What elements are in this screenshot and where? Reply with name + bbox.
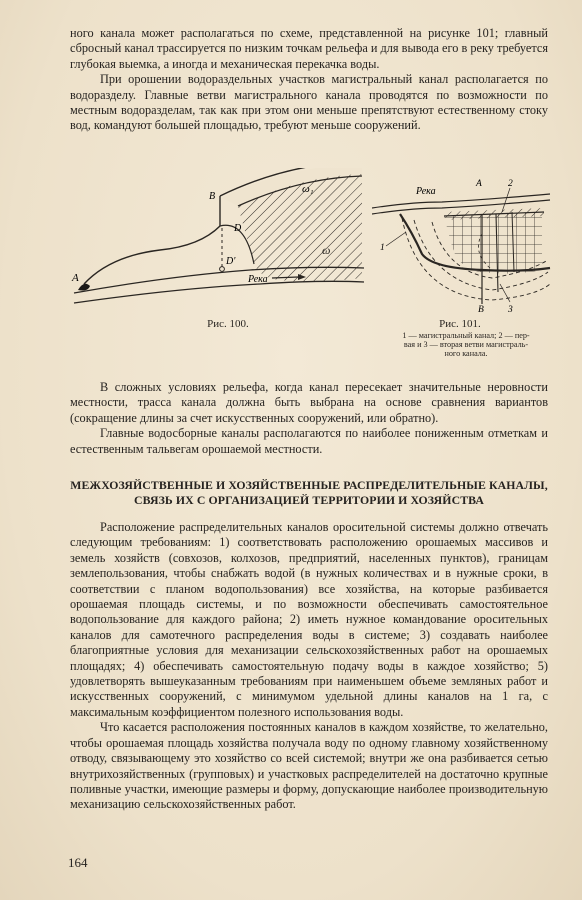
figure-101-legend [380,331,552,358]
point-a-marker [78,284,90,291]
grid-area [444,212,542,274]
figure-101-diagram [372,172,552,314]
label-1: 1 [380,243,385,253]
label-b: B [209,191,216,202]
label-river: Река [248,274,268,285]
paragraph: В сложных условиях рельефа, когда канал пересекает значительные неровности местности, трасса канала должна быть выбрана на основе сравнения вариантов (сокращение длины за счет искусственных сооружений, или обратно). [70,380,548,425]
figure-100-diagram [70,168,370,316]
label-a: A [476,179,482,189]
figure-100-caption: Рис. 100. [207,318,249,330]
figure-101-caption: Рис. 101. [439,318,481,330]
label-d-prime: D' [226,256,236,267]
legend-line: 1 — магистральный канал; 2 — пер- [402,331,530,340]
label-omega1: ω₁ [302,183,314,195]
label-a: A [72,272,79,284]
paragraph: ного канала может располагаться по схеме, представленной на рисунке 101; главный сбросный канал трассируется по низким точкам рельефа и для вывода его в реку требуется глубокая выемка, а иногда и механическая перекачка воды. [70,26,548,71]
top-text [70,26,548,134]
section-title [70,478,548,508]
paragraph: Главные водосборные каналы располагаются по наиболее пониженным отметкам и естественным тальвегам орошаемой местности. [70,426,548,456]
section-title-line: МЕЖХОЗЯЙСТВЕННЫЕ И ХОЗЯЙСТВЕННЫЕ РАСПРЕДЕЛИТЕЛЬНЫЕ КАНАЛЫ, [70,478,548,492]
label-2: 2 [508,179,513,189]
river-line [372,194,550,208]
legend-line: вая и 3 — вторая ветви магистраль- [403,340,529,349]
label-3: 3 [508,305,513,314]
label-b: B [478,305,484,314]
paragraph: Что касается расположения постоянных каналов в каждом хозяйстве, то желательно, чтобы орошаемая площадь хозяйства получала воду по одному главному хозяйственному отводу, связывающему это хозяйство со всей системой; внутри же она разбивается сетью внутрихозяйственных (групповых) и участковых распределителей на достаточно крупные поливные участки, имеющие размеры и форму, допускающие наиболее производительную механизацию сельскохозяйственных работ. [70,720,548,812]
page-number: 164 [68,855,88,870]
label-d: D [234,223,242,234]
label-river: Река [416,186,436,197]
legend-line: ного канала. [444,349,488,358]
label-omega: ω [322,243,331,257]
middle-text [70,380,548,457]
paragraph: При орошении водораздельных участков магистральный канал располагается по водоразделу. Главные ветви магистрального канала проводятся по возможности по местным водоразделам, так как при этом они меньше препятствуют естественному стоку вод, командуют большей площадью, требуют меньше сооружений. [70,72,548,133]
paragraph: Расположение распределительных каналов оросительной системы должно отвечать следующим требованиям: 1) соответствовать расположению орошаемых массивов и земель хозяйств (совхозов, колхозов, предприятий, населенных пунктов), границам землепользования, чтобы снабжать водой (в нужных количествах и в нужные сроки, в соответствии с планом водопользования) все хозяйства, на которые разбивается орошаемая площадь системы, и по возможности обеспечивать самостоятельное водопользование для каждого района; 2) иметь нужное командование оросительных каналов для самотечного распределения воды в системе; 3) создавать наиболее благоприятные условия для механизации сельскохозяйственных работ на орошаемых площадях; 4) обеспечивать самостоятельную подачу воды в каждое хозяйство; 5) удовлетворять вышеуказанным требованиям при наименьшем объеме земляных работ и искусственных сооружений, с минимумом удельной длины каналов на 1 га, с максимальным коэффициентом полезного использования воды. [70,520,548,719]
bottom-text [70,520,548,813]
section-title-line: СВЯЗЬ ИХ С ОРГАНИЗАЦИЕЙ ТЕРРИТОРИИ И ХОЗЯЙСТВА [133,493,485,507]
